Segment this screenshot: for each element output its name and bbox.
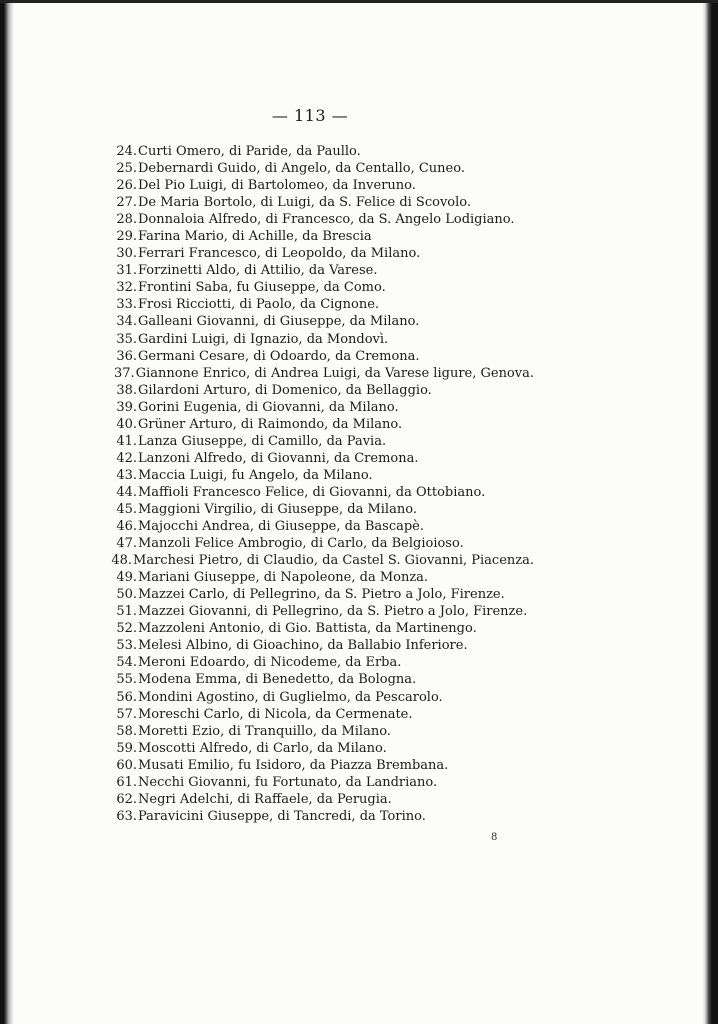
entry-text: Germani Cesare, di Odoardo, da Cremona. [138,348,420,364]
entry-number: 53. [116,638,137,654]
entry-text: Necchi Giovanni, fu Fortunato, da Landriano. [138,774,438,790]
list-item [104,416,534,433]
list-item [104,194,534,211]
entry-number: 41. [116,433,137,449]
list-item [104,484,534,501]
entry-text: Moscotti Alfredo, di Carlo, da Milano. [138,740,387,756]
list-item [104,262,534,279]
entry-number: 27. [116,195,137,211]
list-item [104,143,534,160]
list-item [104,331,534,348]
list-item [104,160,534,177]
entry-text: Majocchi Andrea, di Giuseppe, da Bascapè. [138,519,424,535]
entry-number: 26. [116,178,137,194]
entry-number: 59. [116,740,137,756]
entry-number: 47. [116,536,137,552]
entry-number: 48. [111,553,133,569]
list-item [104,177,534,194]
entry-number: 50. [116,587,137,603]
list-item [104,603,534,620]
entry-text: Negri Adelchi, di Raffaele, da Perugia. [138,791,392,807]
entry-text: Galleani Giovanni, di Giuseppe, da Milano. [138,314,420,330]
list-item [104,740,534,757]
list-item [104,382,534,399]
list-item [104,467,534,484]
list-item [104,808,534,825]
entry-number: 39. [116,399,137,415]
entry-text: Frosi Ricciotti, di Paolo, da Cignone. [138,297,380,313]
entry-text: Curti Omero, di Paride, da Paullo. [138,144,361,159]
list-item [104,586,534,603]
list-item [104,518,534,535]
list-item [104,757,534,774]
entry-number: 44. [116,484,137,500]
entry-number: 37. [114,365,135,381]
entry-text: Gorini Eugenia, di Giovanni, da Milano. [138,399,399,415]
entry-text: Moretti Ezio, di Tranquillo, da Milano. [138,723,391,739]
entry-text: Musati Emilio, fu Isidoro, da Piazza Brembana. [138,757,449,773]
entry-number: 52. [116,621,137,637]
entry-number: 60. [116,757,137,773]
entry-text: Mariani Giuseppe, di Napoleone, da Monza. [138,570,429,586]
entry-number: 54. [116,655,137,671]
entry-number: 34. [116,314,137,330]
list-item [104,552,534,569]
entry-number: 32. [116,280,137,296]
list-item [104,501,534,518]
entry-number: 29. [116,229,137,245]
entry-text: Maffioli Francesco Felice, di Giovanni, da Ottobiano. [138,484,486,500]
entry-text: Meroni Edoardo, di Nicodeme, da Erba. [138,655,402,671]
entry-text: Mondini Agostino, di Guglielmo, da Pescarolo. [138,689,443,705]
entry-text: Gardini Luigi, di Ignazio, da Mondovì. [138,331,389,347]
entry-text: Maggioni Virgilio, di Giuseppe, da Milano. [138,501,417,517]
entry-number: 55. [116,672,137,688]
entry-text: Marchesi Pietro, di Claudio, da Castel S. Giovanni, Piacenza. [133,553,534,569]
entry-text: Melesi Albino, di Gioachino, da Ballabio Inferiore. [138,638,468,654]
entry-text: Manzoli Felice Ambrogio, di Carlo, da Belgioioso. [138,536,464,552]
page-binding-edge [0,0,14,1024]
list-item [104,228,534,245]
entry-number: 35. [116,331,137,347]
entry-number: 43. [116,467,137,483]
list-item [104,706,534,723]
entry-number: 25. [116,161,137,177]
entry-text: Lanza Giuseppe, di Camillo, da Pavia. [138,433,387,449]
list-item [104,791,534,808]
list-item [104,245,534,262]
entry-text: Del Pio Luigi, di Bartolomeo, da Inveruno. [138,178,416,194]
entry-text: Moreschi Carlo, di Nicola, da Cermenate. [138,706,413,722]
entry-text: Gilardoni Arturo, di Domenico, da Bellaggio. [138,382,432,398]
entry-number: 36. [116,348,137,364]
list-item [104,296,534,313]
list-item [104,348,534,365]
list-item [104,433,534,450]
entry-text: Ferrari Francesco, di Leopoldo, da Milano. [138,246,421,262]
entry-number: 28. [116,212,137,228]
entry-number: 58. [116,723,137,739]
entry-text: Paravicini Giuseppe, di Tancredi, da Torino. [138,808,426,824]
entry-number: 40. [116,416,137,432]
entry-number: 42. [116,450,137,466]
entry-text: Giannone Enrico, di Andrea Luigi, da Varese ligure, Genova. [135,365,534,381]
entry-number: 24. [116,144,137,159]
page-top-edge [0,0,718,3]
page-right-edge [702,0,718,1024]
list-item [104,399,534,416]
entry-text: Debernardi Guido, di Angelo, da Centallo, Cuneo. [138,161,465,177]
list-item [104,279,534,296]
list-item [104,654,534,671]
entry-number: 33. [116,297,137,313]
list-item [104,450,534,467]
entry-text: Forzinetti Aldo, di Attilio, da Varese. [138,263,378,279]
list-item [104,637,534,654]
list-item [104,569,534,586]
name-list [104,143,534,825]
list-item [104,671,534,688]
entry-number: 57. [116,706,137,722]
entry-number: 49. [116,570,137,586]
entry-number: 30. [116,246,137,262]
entry-number: 51. [116,604,137,620]
entry-text: Grüner Arturo, di Raimondo, da Milano. [138,416,403,432]
entry-text: Farina Mario, di Achille, da Brescia [138,229,372,245]
entry-number: 62. [116,791,137,807]
list-item [104,620,534,637]
list-item [104,313,534,330]
entry-text: De Maria Bortolo, di Luigi, da S. Felice di Scovolo. [138,195,471,211]
list-item [104,774,534,791]
entry-text: Lanzoni Alfredo, di Giovanni, da Cremona. [138,450,419,466]
entry-text: Modena Emma, di Benedetto, da Bologna. [138,672,417,688]
entry-number: 46. [116,519,137,535]
entry-number: 56. [116,689,137,705]
list-item [104,365,534,382]
entry-text: Mazzoleni Antonio, di Gio. Battista, da Martinengo. [138,621,477,637]
list-item [104,689,534,706]
page-number: — 113 — [271,106,349,125]
entry-number: 31. [116,263,137,279]
entry-text: Maccia Luigi, fu Angelo, da Milano. [138,467,373,483]
entry-text: Donnaloia Alfredo, di Francesco, da S. Angelo Lodigiano. [138,212,515,228]
list-item [104,211,534,228]
entry-text: Mazzei Giovanni, di Pellegrino, da S. Pietro a Jolo, Firenze. [138,604,528,620]
entry-number: 63. [116,808,137,824]
entry-number: 61. [116,774,137,790]
entry-number: 45. [116,501,137,517]
signature-mark: 8 [491,832,498,843]
list-item [104,535,534,552]
entry-number: 38. [116,382,137,398]
entry-text: Mazzei Carlo, di Pellegrino, da S. Pietro a Jolo, Firenze. [138,587,505,603]
entry-text: Frontini Saba, fu Giuseppe, da Como. [138,280,386,296]
list-item [104,723,534,740]
